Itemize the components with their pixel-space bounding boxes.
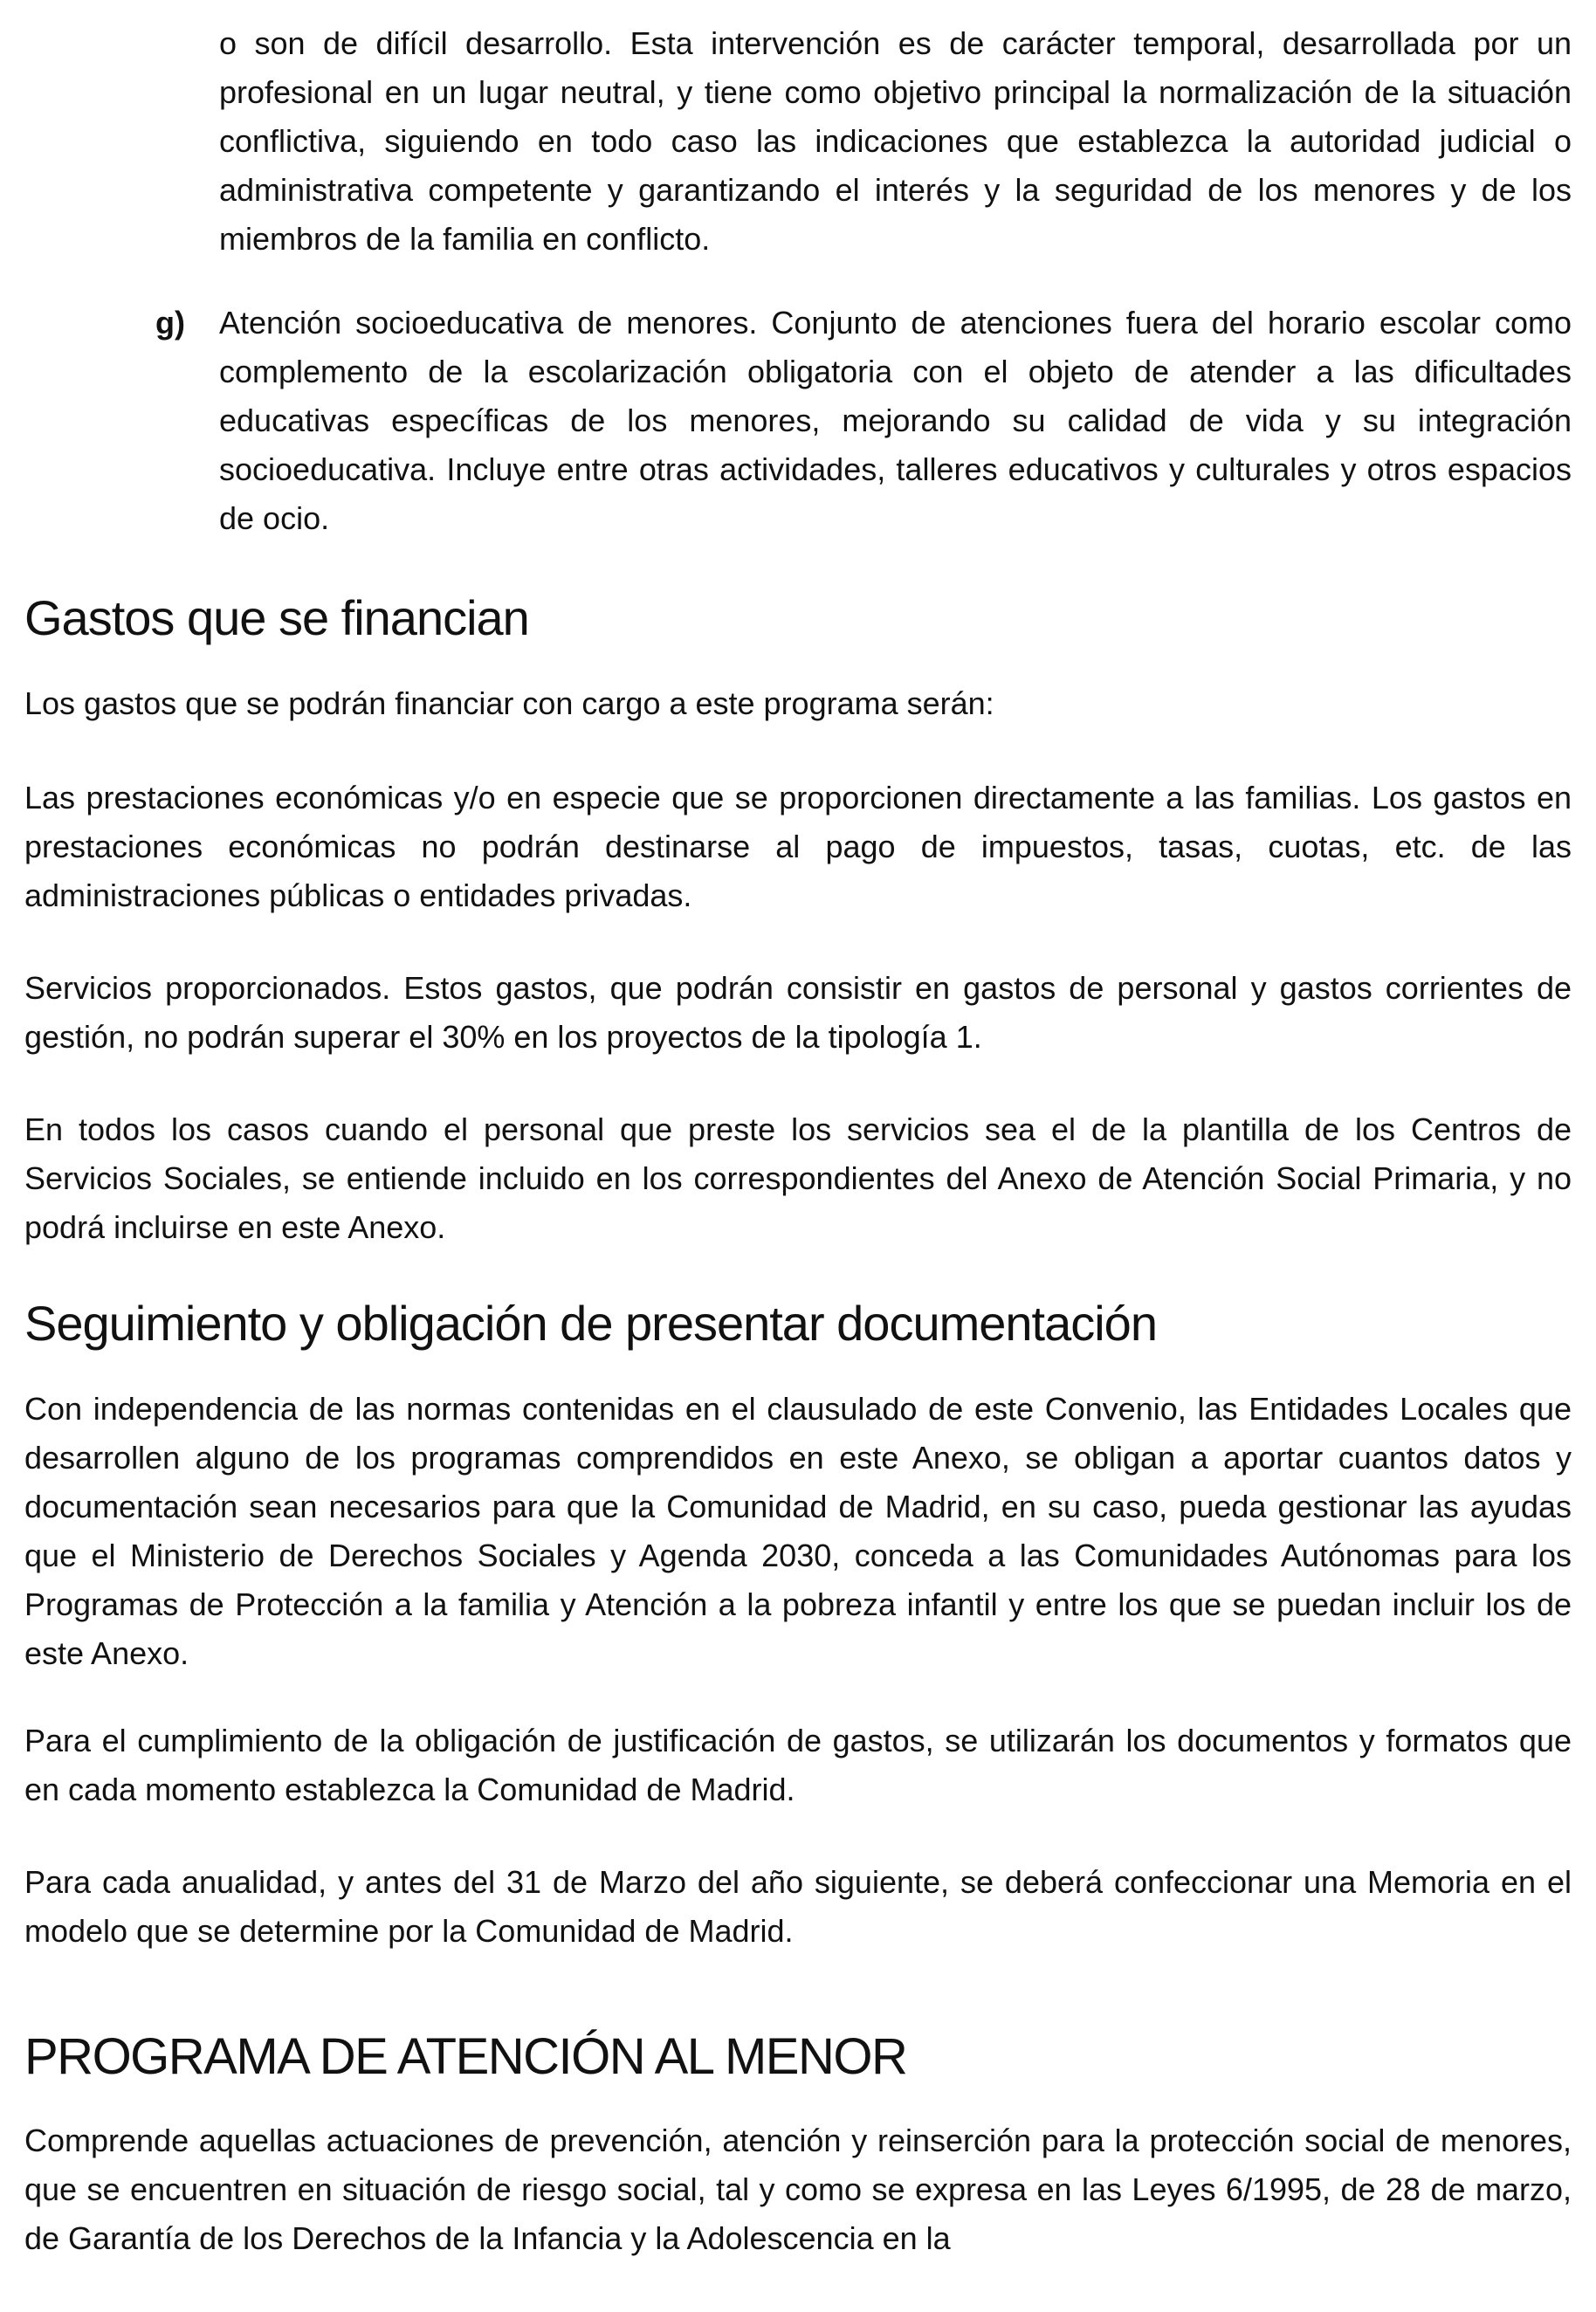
programa-paragraph-1: Comprende aquellas actuaciones de prevención, atención y reinserción para la protección social de menores, que se encuentren en situación de riesgo social, tal y como se expresa en las Leyes 6/1995, de 28 de marzo, de Garantía de los Derechos de la Infancia y la Adolescencia en la xyxy=(24,2123,1572,2256)
list-item-g-text: Atención socioeducativa de menores. Conjunto de atenciones fuera del horario escolar como complemento de la escolarización obligatoria con el objeto de atender a las dificultades educativas específicas de los menores, mejorando su calidad de vida y su integración socioeducativa. Incluye entre otras actividades, talleres educativos y culturales y otros espacios de ocio. xyxy=(219,305,1572,536)
heading-programa: PROGRAMA DE ATENCIÓN AL MENOR xyxy=(24,2028,907,2085)
seguimiento-paragraph-3: Para cada anualidad, y antes del 31 de Marzo del año siguiente, se deberá confeccionar una Memoria en el modelo que se determine por la Comunidad de Madrid. xyxy=(24,1864,1572,1949)
heading-gastos: Gastos que se financian xyxy=(24,590,529,645)
gastos-paragraph-1: Los gastos que se podrán financiar con cargo a este programa serán: xyxy=(24,685,994,721)
list-item-marker-g: g) xyxy=(155,305,185,341)
gastos-paragraph-2: Las prestaciones económicas y/o en especie que se proporcionen directamente a las familias. Los gastos en prestaciones económicas no podrán destinarse al pago de impuestos, tasas, cuotas, etc. de las administraciones públicas o entidades privadas. xyxy=(24,780,1572,913)
seguimiento-paragraph-2: Para el cumplimiento de la obligación de justificación de gastos, se utilizarán los documentos y formatos que en cada momento establezca la Comunidad de Madrid. xyxy=(24,1723,1572,1807)
seguimiento-paragraph-1: Con independencia de las normas contenidas en el clausulado de este Convenio, las Entidades Locales que desarrollen alguno de los programas comprendidos en este Anexo, se obligan a aportar cuantos datos y documentación sean necesarios para que la Comunidad de Madrid, en su caso, pueda gestionar las ayudas que el Ministerio de Derechos Sociales y Agenda 2030, conceda a las Comunidades Autónomas para los Programas de Protección a la familia y Atención a la pobreza infantil y entre los que se puedan incluir los de este Anexo. xyxy=(24,1391,1572,1671)
gastos-paragraph-3: Servicios proporcionados. Estos gastos, que podrán consistir en gastos de personal y gastos corrientes de gestión, no podrán superar el 30% en los proyectos de la tipología 1. xyxy=(24,970,1572,1055)
heading-seguimiento: Seguimiento y obligación de presentar documentación xyxy=(24,1296,1157,1351)
gastos-paragraph-4: En todos los casos cuando el personal que preste los servicios sea el de la plantilla de los Centros de Servicios Sociales, se entiende incluido en los correspondientes del Anexo de Atención Social Primaria, y no podrá incluirse en este Anexo. xyxy=(24,1111,1572,1245)
intro-continuation-paragraph: o son de difícil desarrollo. Esta intervención es de carácter temporal, desarrollada por un profesional en un lugar neutral, y tiene como objetivo principal la normalización de la situación conflictiva, siguiendo en todo caso las indicaciones que establezca la autoridad judicial o administrativa competente y garantizando el interés y la seguridad de los menores y de los miembros de la familia en conflicto. xyxy=(219,25,1572,257)
